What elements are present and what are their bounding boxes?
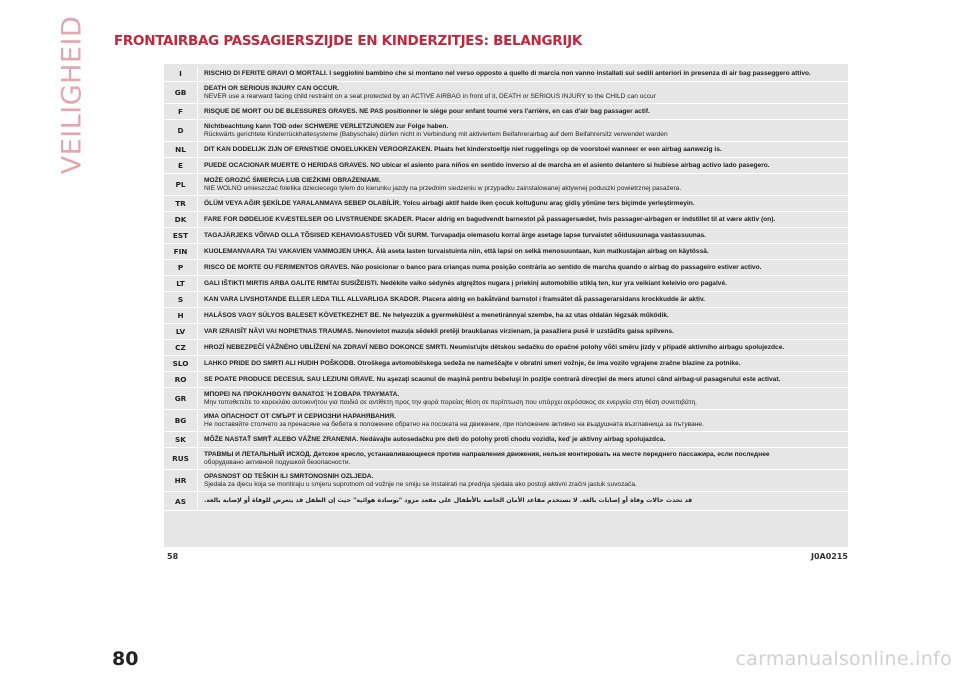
page-heading: FRONTAIRBAG PASSAGIERSZIJDE EN KINDERZITJES: BELANGRIJK [114, 33, 582, 49]
warning-text-line1: MOŻE GROZIĆ ŚMIERCIA LUB CIEŻKIMI OBRAŻENIAMI. [204, 176, 381, 184]
warning-text [198, 448, 848, 469]
warning-text [198, 244, 848, 259]
page-number: 80 [112, 648, 139, 670]
figure-number: 58 [167, 552, 179, 561]
warning-row [164, 120, 848, 142]
warning-text [198, 388, 848, 409]
warning-row [164, 340, 848, 356]
language-code: RUS [164, 448, 198, 469]
warning-text [198, 410, 848, 431]
language-code: GB [164, 82, 198, 103]
language-code: BG [164, 410, 198, 431]
warning-text-line1: VAR IZRAISĪT NĀVI VAI NOPIETNAS TRAUMAS. Nenovietot mazuļa sēdekli pretēji braukšanas virzienam, ja pasažiera pusē ir uzstādīts gaisa spilvens. [204, 327, 674, 335]
figure-code: J0A0215 [811, 552, 848, 561]
language-code: LT [164, 276, 198, 291]
warning-text [198, 212, 848, 227]
warning-text-line1: RISQUE DE MORT OU DE BLESSURES GRAVES. NE PAS positionner le siège pour enfant tourné vers l'arrière, en cas d'air bag passager actif. [204, 107, 650, 115]
warning-text-line1: Nichtbeachtung kann TOD oder SCHWERE VERLETZUNGEN zur Folge haben. [204, 122, 449, 130]
warning-text-line1: HROZÍ NEBEZPEČÍ VÁŽNÉHO UBLÍŽENÍ NA ZDRAVÍ NEBO DOKONCE SMRTI. Neumisťujte dětskou sedačku do opačné polohy vůči směru jízdy v případě aktivního airbagu spolujezdce. [204, 343, 785, 351]
warning-text-line1: PUEDE OCACIONAR MUERTE O HERIDAS GRAVES. NO ubicar el asiento para niños en sentido inverso al de marcha en el asiento delantero si hubiese airbag activo lado pasegero. [204, 161, 770, 169]
warning-row [164, 324, 848, 340]
warning-text [198, 82, 848, 103]
warning-text-line2: оборудовано активной подушкой безопасности. [204, 459, 351, 466]
warning-text [198, 120, 848, 141]
warning-text [198, 158, 848, 173]
warning-row [164, 470, 848, 492]
warning-text-line2: Не поставяйте столчето за пренасяне на бебета в положение обратно на посоката на движение, при положение активно на въздушната възглавница за пътуване. [204, 421, 704, 428]
language-code: RO [164, 372, 198, 387]
watermark: carmanualsonline.info [735, 648, 952, 670]
language-code: D [164, 120, 198, 141]
warning-text-line1: GALI IŠTIKTI MIRTIS ARBA GALITE RIMTAI SUSIŽEISTI. Nedėkite vaiko sėdynės atgręžtos nugara į priekinį automobilio stiklą ten, kur yra veikiant keleivio oro pagalvė. [204, 279, 727, 287]
warning-rows [164, 66, 848, 511]
warning-text-line1: DEATH OR SERIOUS INJURY CAN OCCUR. [204, 84, 340, 92]
warning-text-line1: TAGAJÄRJEKS VÕIVAD OLLA TÕSISED KEHAVIGASTUSED VÕI SURM. Turvapadja olemasolu korral ärge asetage lapse turvaistet sõidusuunaga vastassuunas. [204, 231, 706, 239]
language-code: AS [164, 492, 198, 510]
warning-text-line1: RISCHIO DI FERITE GRAVI O MORTALI. I seggiolini bambino che si montano nel verso opposto a quello di marcia non vanno installati sui sedili anteriori in presenza di air bag passeggero attivo. [204, 69, 811, 77]
language-code: DK [164, 212, 198, 227]
language-code: S [164, 292, 198, 307]
warning-row [164, 492, 848, 511]
warning-text-line2: Rückwärts gerichtete Kinderrückhaltesysteme (Babyschale) dürfen nicht in Verbindung mit aktiviertem Beifahrerairbag auf dem Beifahrersitz verwendet warden [204, 131, 668, 138]
warning-text-line1: OPASNOST OD TEŠKIH ILI SMRTONOSNIH OZLJEDA. [204, 472, 374, 480]
language-code: SK [164, 432, 198, 447]
warning-text [198, 104, 848, 119]
warning-text-line1: HALÁSOS VAGY SÚLYOS BALESET KÖVETKEZHET BE. Ne helyezzük a gyermekülést a menetiránnyal szembe, ha az utas oldalán légzsák működik. [204, 311, 669, 319]
warning-text-line1: RISCO DE MORTE OU FERIMENTOS GRAVES. Não posicionar o banco para crianças numa posição contrária ao sentido de marcha quando o airbag do passageiro estiver activo. [204, 263, 762, 271]
warning-text-line1: FARE FOR DØDELIGE KVÆSTELSER OG LIVSTRUENDE SKADER. Placer aldrig en bagudvendt barnestol på passagersædet, hvis passager-airbagen er indstillet til at være aktiv (on). [204, 215, 776, 223]
warning-row [164, 158, 848, 174]
warning-text [198, 66, 848, 81]
language-code: EST [164, 228, 198, 243]
warning-row [164, 212, 848, 228]
language-code: PL [164, 174, 198, 195]
language-code: LV [164, 324, 198, 339]
language-code: P [164, 260, 198, 275]
warning-text-line1: قد تحدث حالات وفاة أو إصابات بالغة. لا تستخدم مقاعد الأمان الخاصة بالأطفال على مقعد مزود "بوسادة هوائية" حيث إن الطفل قد يتعرض للوفاة أو لإصابة بالغة. [204, 497, 693, 505]
language-code: CZ [164, 340, 198, 355]
warning-text-line1: SE POATE PRODUCE DECESUL SAU LEZIUNI GRAVE. Nu aşezaţi scaunul de maşină pentru bebeluşi în poziţie contrară direcţiei de mers atunci când airbag-ul pasagerului este activat. [204, 375, 781, 383]
section-side-title [52, 15, 92, 175]
warning-row [164, 292, 848, 308]
warning-text [198, 142, 848, 157]
warning-text [198, 292, 848, 307]
warning-row [164, 448, 848, 470]
warning-text [198, 196, 848, 211]
language-code: E [164, 158, 198, 173]
airbag-warning-label [164, 64, 848, 547]
warning-text-line1: ΜΠΟΡΕΙ ΝΑ ΠΡΟΚΛΗΘΟΥΝ ΘΑΝΑΤΟΣ Ή ΣΟΒΑΡΑ ΤΡΑΥΜΑΤΑ. [204, 390, 400, 398]
warning-row [164, 142, 848, 158]
language-code: GR [164, 388, 198, 409]
warning-text [198, 492, 848, 510]
warning-text-line2: NEVER use a rearward facing child restraint on a seat protected by an ACTIVE AIRBAG in front of it, DEATH or SERIOUS INJURY to the CHILD can occur [204, 93, 656, 100]
warning-row [164, 308, 848, 324]
warning-text [198, 470, 848, 491]
warning-row [164, 276, 848, 292]
language-code: I [164, 66, 198, 81]
warning-text [198, 308, 848, 323]
warning-row [164, 432, 848, 448]
language-code: H [164, 308, 198, 323]
warning-row [164, 260, 848, 276]
language-code: HR [164, 470, 198, 491]
warning-text [198, 324, 848, 339]
warning-text-line1: ТРАВМЫ И ЛЕТАЛЬНЫЙ ИСХОД. Детское кресло, устанавливающееся против направления движения, нельзя монтировать на месте переднего пассажира, если последнее [204, 450, 770, 458]
language-code: FIN [164, 244, 198, 259]
warning-text-line2: Sjedala za djecu koja se montiraju u smjeru suprotnom od vožnje ne smiju se instalirati na prednja sjedala ako postoji aktivni zračni jastuk suvozača. [204, 481, 637, 488]
warning-text-line2: NIE WOLNO umieszczać foletika dzieciecego tylem do kierunku jazdy na przednim siedzeniu w przypadku zainstalowanej aktywnej poduszki powietrznej pasażera. [204, 185, 682, 192]
warning-text-line1: MÔŽE NASTAŤ SMRŤ ALEBO VÁŽNE ZRANENIA. Nedávajte autosedačku pre deti do polohy proti chodu vozidla, keď je aktívny airbag spolujazdca. [204, 435, 666, 443]
warning-row [164, 104, 848, 120]
warning-text [198, 174, 848, 195]
warning-text [198, 372, 848, 387]
warning-row [164, 244, 848, 260]
warning-text-line1: ÖLÜM VEYA AĞIR ŞEKİLDE YARALANMAYA SEBEP OLABİLİR. Yolcu airbaği aktif halde iken çocuk koltuğunu araç gidiş yönüne ters biçimde yerleştirmeyin. [204, 199, 695, 207]
warning-row [164, 388, 848, 410]
language-code: TR [164, 196, 198, 211]
warning-text-line1: LAHKO PRIDE DO SMRTI ALI HUDIH POŠKODB. Otroškega avtomobilskega sedeža ne nameščajte v obratni smeri vožnje, če ima vozilo vgrajene zračne blazine za potnike. [204, 359, 741, 367]
warning-text [198, 356, 848, 371]
warning-row [164, 66, 848, 82]
warning-row [164, 174, 848, 196]
warning-row [164, 228, 848, 244]
language-code: SLO [164, 356, 198, 371]
warning-row [164, 82, 848, 104]
warning-row [164, 196, 848, 212]
warning-text-line1: ИМА ОПАСНОСТ ОТ СМЪРТ И СЕРИОЗНИ НАРАНЯВАНИЯ. [204, 412, 396, 420]
warning-row [164, 372, 848, 388]
language-code: NL [164, 142, 198, 157]
warning-text-line1: DIT KAN DODELIJK ZIJN OF ERNSTIGE ONGELUKKEN VEROORZAKEN. Plaats het kinderstoeltje niet ruggelings op de voorstoel wanneer er een airbag aanwezig is. [204, 145, 722, 153]
warning-text [198, 432, 848, 447]
warning-text [198, 340, 848, 355]
language-code: F [164, 104, 198, 119]
warning-row [164, 410, 848, 432]
warning-text-line2: Μην τοποθετείτε το καρεκλάκι αυτοκινήτου για παιδιά σε αντίθετη προς την φορά πορείας θέση σε περίπτωση που υπάρχει αερόσακος σε ενεργεία στη θέση συνεπιβάτη. [204, 399, 697, 406]
warning-text [198, 228, 848, 243]
warning-text [198, 260, 848, 275]
section-side-title-text: VEILIGHEID [56, 15, 88, 175]
warning-text-line1: KAN VARA LIVSHOTANDE ELLER LEDA TILL ALLVARLIGA SKADOR. Placera aldrig en bakåtvänd barnstol i framsätet då passagerarsidans krockkudde är aktiv. [204, 295, 705, 303]
warning-text-line1: KUOLEMANVAARA TAI VAKAVIEN VAMMOJEN UHKA. Älä aseta lasten turvaistuinta niin, että lapsi on selkä menosuuntaan, kun matkustajan airbag on käytössä. [204, 247, 709, 255]
warning-text [198, 276, 848, 291]
warning-row [164, 356, 848, 372]
